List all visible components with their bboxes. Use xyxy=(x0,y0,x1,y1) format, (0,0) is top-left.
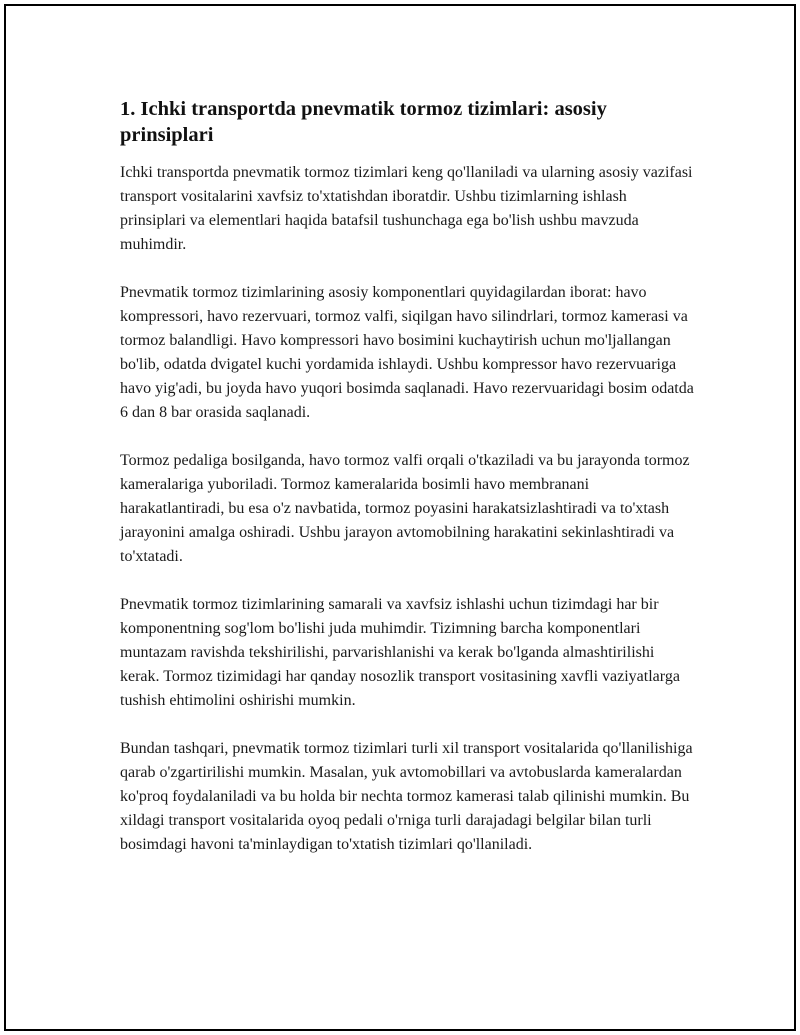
paragraph-operation: Tormoz pedaliga bosilganda, havo tormoz valfi orqali o'tkaziladi va bu jarayonda tormoz kameralariga yuboriladi. Tormoz kameralarida bosimli havo membranani harakatlantiradi, bu esa o'z navbatida, tormoz poyasini harakatsizlashtiradi va to'xtash jarayonini amalga oshiradi. Ushbu jarayon avtomobilning harakatini sekinlashtiradi va to'xtatadi. xyxy=(120,452,690,565)
document-body xyxy=(120,96,695,881)
paragraph-maintenance: Pnevmatik tormoz tizimlarining samarali va xavfsiz ishlashi uchun tizimdagi har bir komponentning sog'lom bo'lishi juda muhimdir. Tizimning barcha komponentlari muntazam ravishda tekshirilishi, parvarishlanishi va kerak bo'lganda almashtirilishi kerak. Tormoz tizimidagi har qanday nosozlik transport vositasining xavfli vaziyatlarga tushish ehtimolini oshirishi mumkin. xyxy=(120,596,680,709)
section-heading: 1. Ichki transportda pnevmatik tormoz tizimlari: asosiy prinsiplari xyxy=(120,98,607,146)
paragraph-intro: Ichki transportda pnevmatik tormoz tizimlari keng qo'llaniladi va ularning asosiy vazifasi transport vositalarini xavfsiz to'xtatishdan iboratdir. Ushbu tizimlarning ishlash prinsiplari va elementlari haqida batafsil tushunchaga ega bo'lish ushbu mavzuda muhimdir. xyxy=(120,164,693,253)
page-frame xyxy=(4,4,796,1031)
paragraph-variations: Bundan tashqari, pnevmatik tormoz tizimlari turli xil transport vositalarida qo'llanilishiga qarab o'zgartirilishi mumkin. Masalan, yuk avtomobillari va avtobuslarda kameralardan ko'proq foydalaniladi va bu holda bir nechta tormoz kamerasi talab qilinishi mumkin. Bu xildagi transport vositalarida oyoq pedali o'rniga turli darajadagi belgilar bilan turli bosimdagi havoni ta'minlaydigan to'xtatish tizimlari qo'llaniladi. xyxy=(120,740,693,853)
paragraph-components: Pnevmatik tormoz tizimlarining asosiy komponentlari quyidagilardan iborat: havo kompressori, havo rezervuari, tormoz valfi, siqilgan havo silindrlari, tormoz kamerasi va tormoz balandligi. Havo kompressori havo bosimini kuchaytirish uchun mo'ljallangan bo'lib, odatda dvigatel kuchi yordamida ishlaydi. Ushbu kompressor havo rezervuariga havo yig'adi, bu joyda havo yuqori bosimda saqlanadi. Havo rezervuaridagi bosim odatda 6 dan 8 bar orasida saqlanadi. xyxy=(120,284,694,421)
